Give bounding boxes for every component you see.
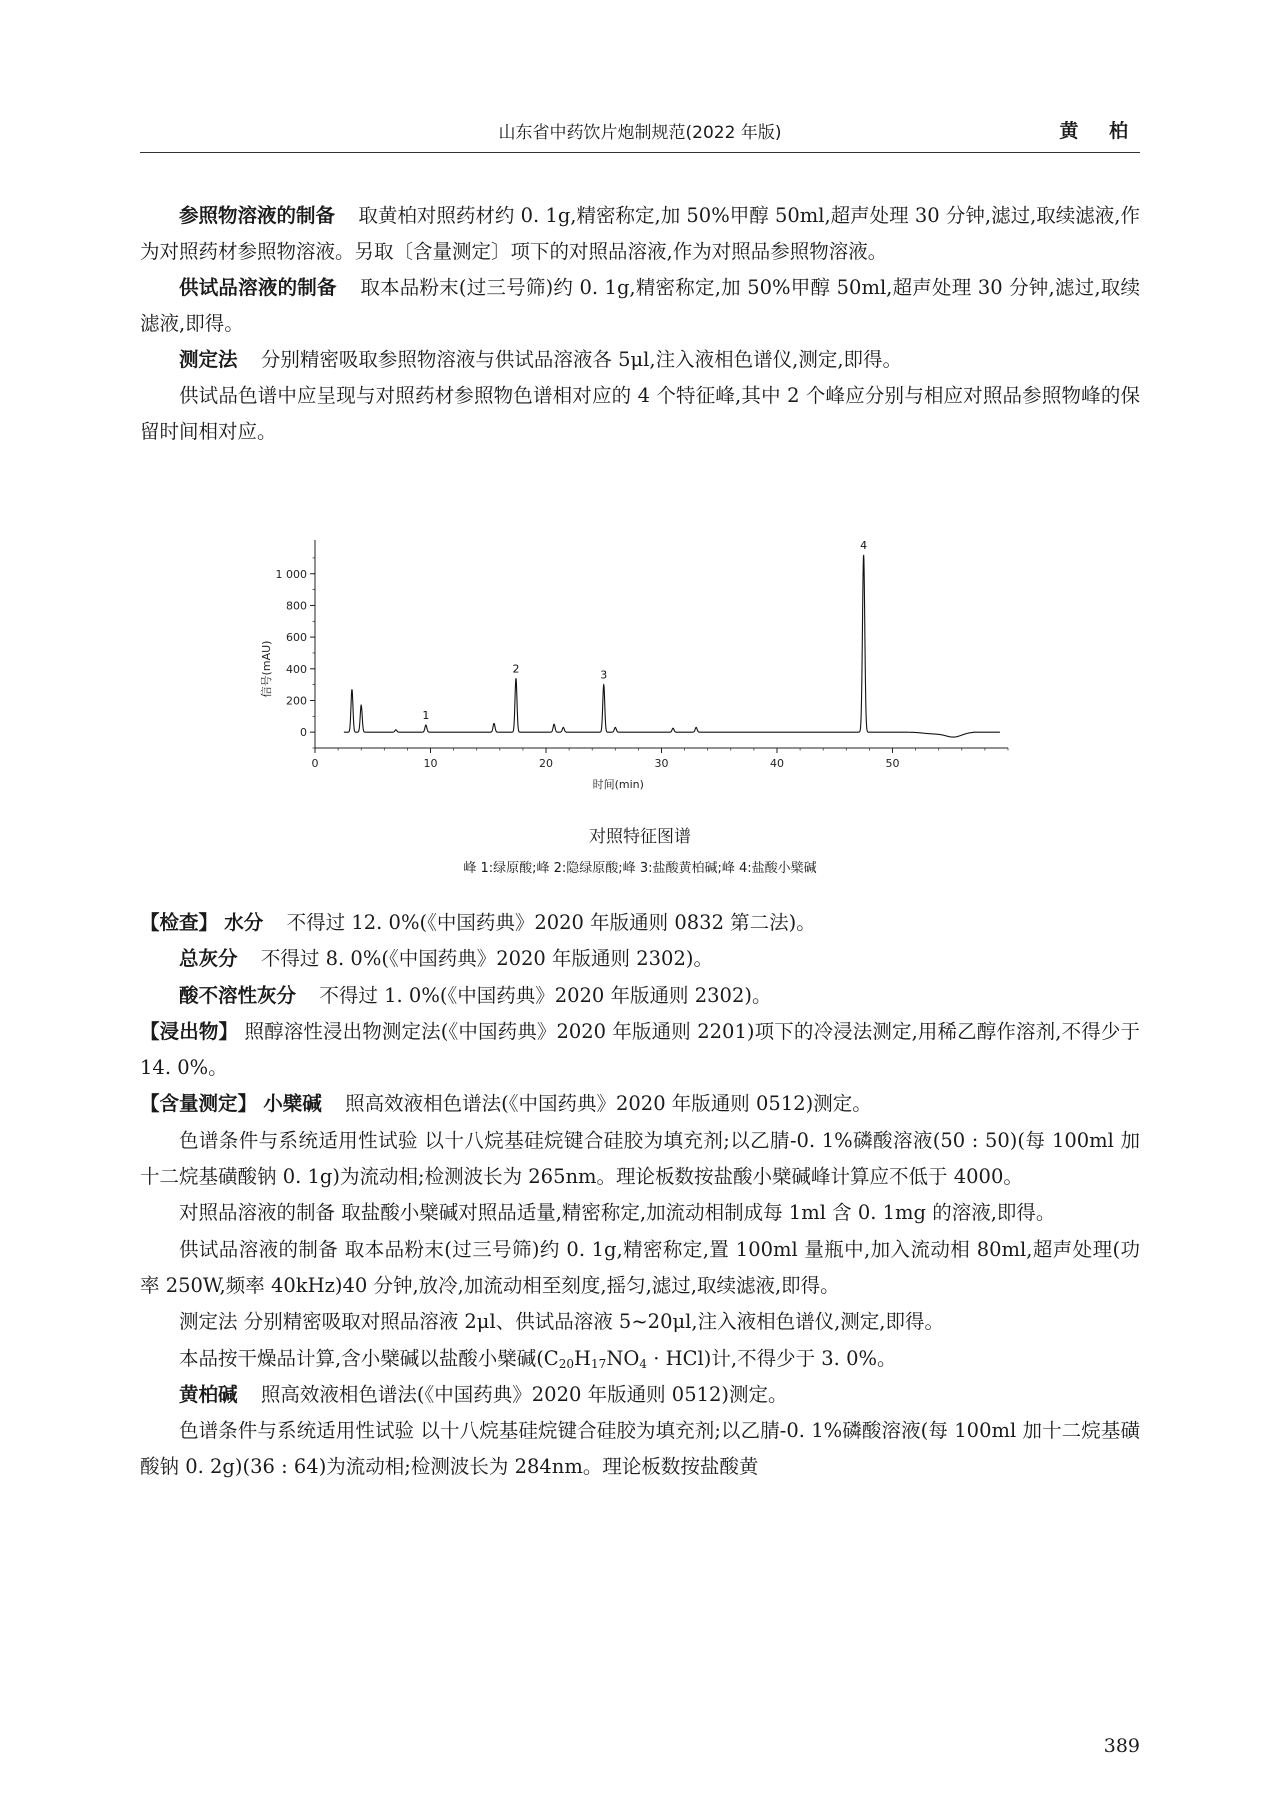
paragraph-reference-prep: 对照品溶液的制备 取盐酸小檗碱对照品适量,精密称定,加流动相制成每 1ml 含 0. 1mg 的溶液,即得。: [179, 1201, 1056, 1225]
label-phellodendrine: 黄柏碱: [179, 1382, 238, 1406]
x-tick-label: 0: [311, 757, 319, 770]
running-header: [140, 112, 1140, 153]
chromatogram-trace: [344, 555, 1000, 737]
book-title: 山东省中药饮片炮制规范(2022 年版): [498, 123, 782, 143]
peak-label: 3: [600, 668, 608, 682]
text-berberine: 照高效液相色谱法(《中国药典》2020 年版通则 0512)测定。: [345, 1092, 872, 1116]
peak-label: 2: [512, 662, 520, 676]
text-phellodendrine: 照高效液相色谱法(《中国药典》2020 年版通则 0512)测定。: [260, 1382, 788, 1406]
y-tick-label: 600: [286, 631, 307, 645]
formula-h: H: [574, 1346, 592, 1370]
paragraph-conditions-2: 色谱条件与系统适用性试验 以十八烷基硅烷键合硅胶为填充剂;以乙腈-0. 1%磷酸溶液(每 100ml 加十二烷基磺酸钠 0. 2g)(36 : 64)为流动相;检测波长为 284nm。理论板数按盐酸黄: [140, 1419, 1140, 1479]
label-water: 水分: [224, 911, 264, 934]
paragraph-phellodendrine: [140, 1377, 1140, 1413]
text-reference-solution: 取黄柏对照药材约 0. 1g,精密称定,加 50%甲醇 50ml,超声处理 30 分钟,滤过,取续滤液,作为对照药材参照物溶液。另取〔含量测定〕项下的对照品溶液,作为对照品参照物溶液。: [140, 204, 1140, 263]
y-tick-label: 200: [286, 694, 307, 708]
text-sample-solution: 取本品粉末(过三号筛)约 0. 1g,精密称定,加 50%甲醇 50ml,超声处理 30 分钟,滤过,取续滤液,即得。: [140, 276, 1140, 335]
paragraph-method: [140, 342, 1140, 378]
upper-text: [140, 198, 1140, 450]
label-sample-solution: 供试品溶液的制备: [179, 276, 337, 299]
paragraph-total-ash: [140, 941, 1140, 977]
paragraph-check-water: [140, 905, 1140, 941]
page-number: 389: [1103, 1735, 1140, 1757]
lower-text: [140, 905, 1140, 1486]
formula-sub-c: 20: [558, 1356, 575, 1371]
text-water: 不得过 12. 0%(《中国药典》2020 年版通则 0832 第二法)。: [286, 911, 816, 934]
formula-no: NO: [606, 1346, 640, 1370]
label-method: 测定法: [179, 348, 238, 371]
label-total-ash: 总灰分: [179, 947, 238, 971]
text-acid-ash: 不得过 1. 0%(《中国药典》2020 年版通则 2302)。: [319, 983, 772, 1007]
label-acid-ash: 酸不溶性灰分: [179, 983, 297, 1007]
assay-title: 【含量测定】: [140, 1092, 258, 1116]
text-total-ash: 不得过 8. 0%(《中国药典》2020 年版通则 2302)。: [260, 947, 713, 971]
peak-label: 1: [422, 709, 430, 723]
y-tick-label: 800: [286, 599, 307, 613]
section-title: 黄 柏: [1059, 120, 1140, 142]
paragraph-peaks: 供试品色谱中应呈现与对照药材参照物色谱相对应的 4 个特征峰,其中 2 个峰应分别与相应对照品参照物峰的保留时间相对应。: [140, 384, 1140, 443]
chromatogram-figure: [140, 530, 1140, 900]
check-title: 【检查】: [140, 911, 219, 934]
x-tick-label: 30: [654, 757, 669, 770]
paragraph-assay: [140, 1086, 1140, 1122]
y-axis-label: 信号(mAU): [260, 640, 273, 698]
figure-caption: 对照特征图谱: [589, 827, 691, 847]
formula-sub-o: 4: [639, 1356, 648, 1371]
x-tick-label: 50: [885, 757, 900, 770]
y-tick-label: 400: [286, 662, 307, 676]
paragraph-reference-solution: [140, 198, 1140, 270]
x-tick-label: 20: [539, 757, 553, 770]
x-tick-label: 40: [770, 757, 784, 770]
text-method: 分别精密吸取参照物溶液与供试品溶液各 5μl,注入液相色谱仪,测定,即得。: [260, 348, 903, 371]
label-reference-solution: 参照物溶液的制备: [179, 204, 336, 227]
extract-title: 【浸出物】: [140, 1019, 239, 1043]
y-tick-label: 0: [300, 726, 307, 740]
paragraph-conditions-1: 色谱条件与系统适用性试验 以十八烷基硅烷键合硅胶为填充剂;以乙腈-0. 1%磷酸溶液(50 : 50)(每 100ml 加十二烷基磺酸钠 0. 1g)为流动相;检测波长为 265nm。理论板数按盐酸小檗碱峰计算应不低于 4000。: [140, 1128, 1140, 1189]
limit-text-end: · HCl)计,不得少于 3. 0%。: [647, 1346, 897, 1370]
x-tick-label: 10: [423, 757, 438, 770]
text-extract: 照醇溶性浸出物测定法(《中国药典》2020 年版通则 2201)项下的冷浸法测定,用稀乙醇作溶剂,不得少于 14. 0%。: [140, 1019, 1140, 1080]
chromatogram-chart: [140, 530, 1140, 820]
paragraph-extract: [140, 1014, 1140, 1087]
y-tick-label: 1 000: [275, 567, 307, 581]
paragraph-sample-prep: 供试品溶液的制备 取本品粉末(过三号筛)约 0. 1g,精密称定,置 100ml 量瓶中,加入流动相 80ml,超声处理(功率 250W,频率 40kHz)40 分钟,放冷,加流动相至刻度,摇匀,滤过,取续滤液,即得。: [140, 1237, 1140, 1297]
formula-sub-h: 17: [591, 1356, 607, 1371]
label-berberine: 小檗碱: [263, 1092, 322, 1116]
limit-text-pre: 本品按干燥品计算,含小檗碱以盐酸小檗碱(C: [179, 1346, 559, 1370]
figure-note: 峰 1:绿原酸;峰 2:隐绿原酸;峰 3:盐酸黄柏碱;峰 4:盐酸小檗碱: [463, 861, 817, 876]
paragraph-acid-ash: [140, 978, 1140, 1014]
peak-label: 4: [860, 538, 868, 552]
paragraph-limit: [140, 1341, 1140, 1377]
paragraph-assay-method: 测定法 分别精密吸取对照品溶液 2μl、供试品溶液 5~20μl,注入液相色谱仪,测定,即得。: [179, 1310, 944, 1334]
x-axis-label: 时间(min): [592, 778, 644, 791]
paragraph-sample-solution: [140, 270, 1140, 342]
